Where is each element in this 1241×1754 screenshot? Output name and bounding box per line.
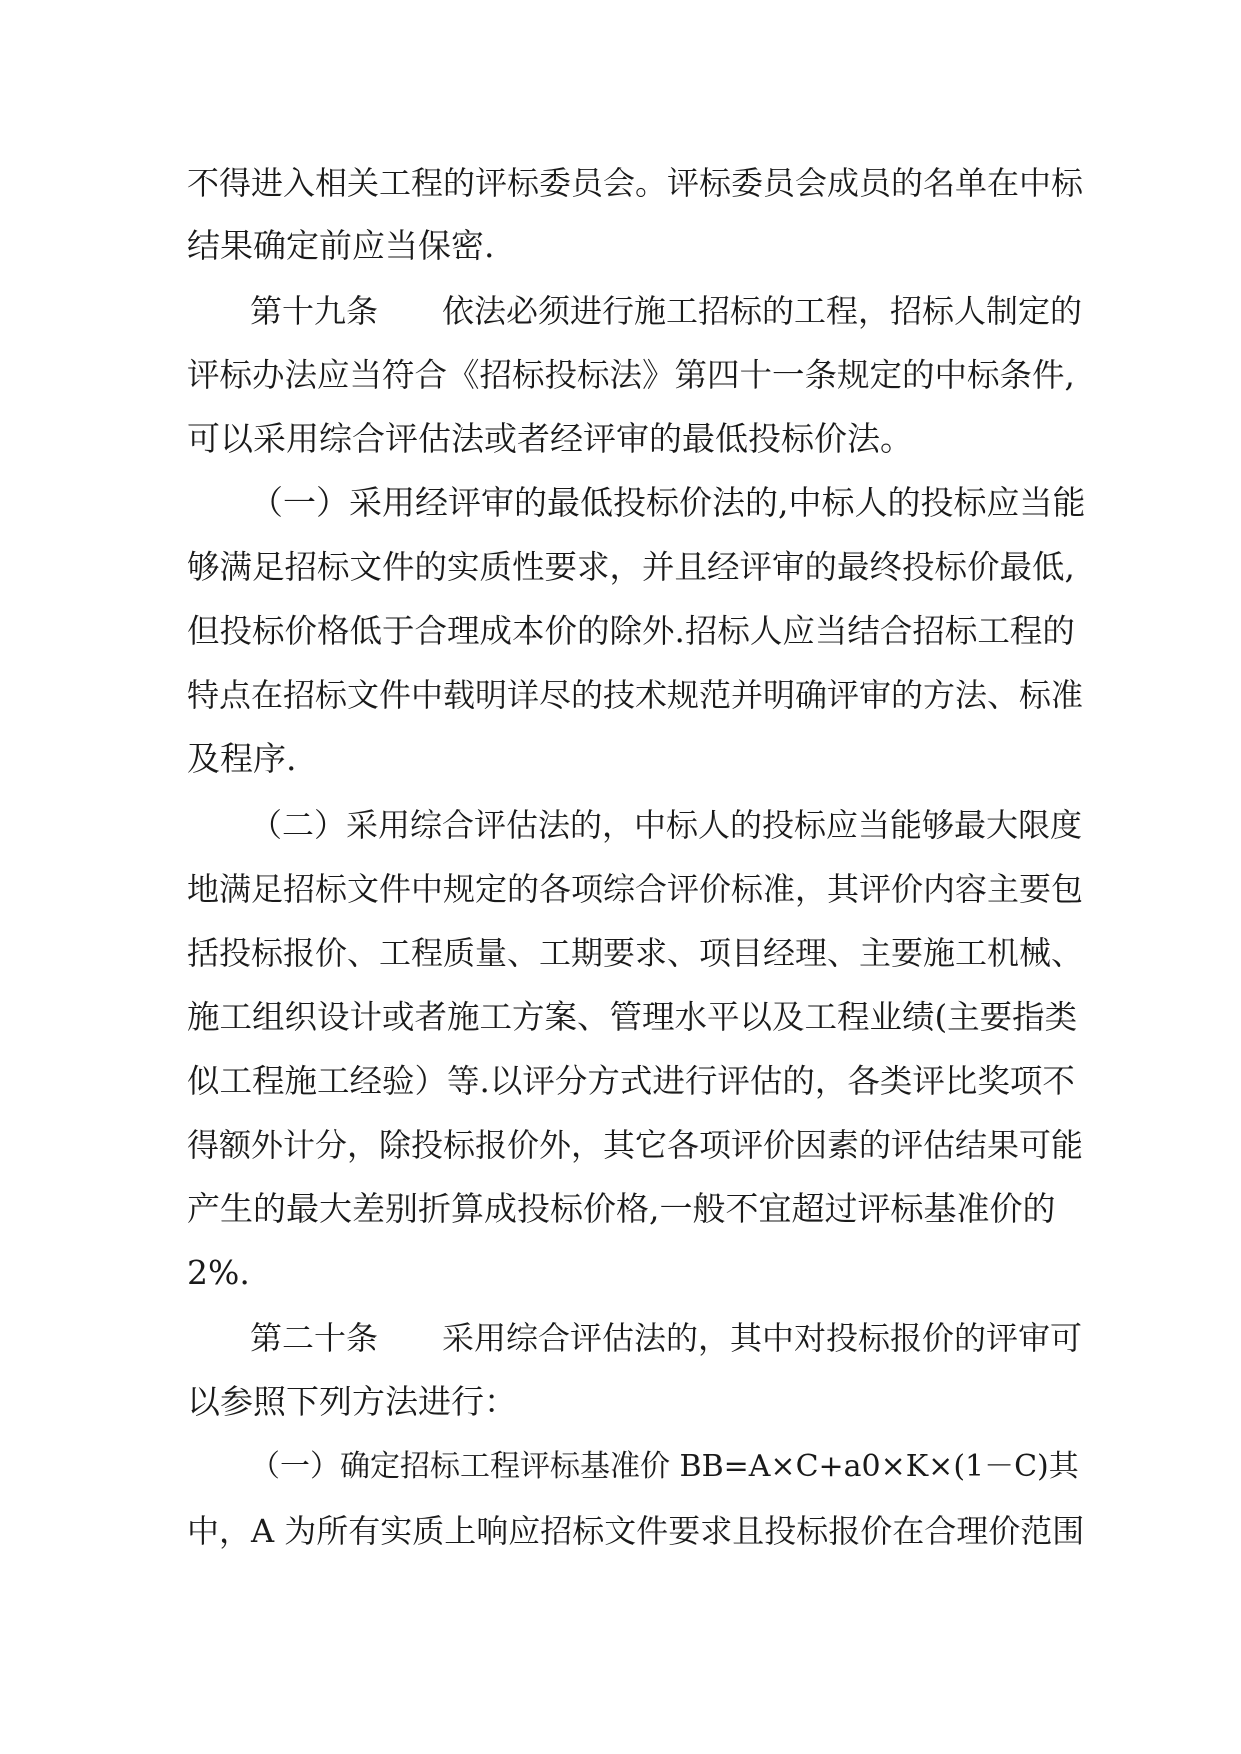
list-item-line: （二）采用综合评估法的，中标人的投标应当能够最大限度: [250, 806, 1083, 844]
paragraph-line: 以参照下列方法进行：: [187, 1382, 517, 1421]
article-heading-line: 第二十条 采用综合评估法的，其中对投标报价的评审可: [250, 1319, 1083, 1357]
list-item-line: （一）确定招标工程评标基准价 BB=A×C+a0×K×(1－C)其: [250, 1449, 1079, 1484]
paragraph-line: 不得进入相关工程的评标委员会。评标委员会成员的名单在中标: [187, 164, 1084, 202]
paragraph-line: 可以采用综合评估法或者经评审的最低投标价法。: [187, 419, 913, 458]
paragraph-line: 特点在招标文件中载明详尽的技术规范并明确评审的方法、标准: [187, 676, 1084, 714]
paragraph-line: 结果确定前应当保密.: [187, 226, 495, 265]
article-heading-line: 第十九条 依法必须进行施工招标的工程，招标人制定的: [250, 292, 1083, 330]
paragraph-line: 够满足招标文件的实质性要求，并且经评审的最终投标价最低,: [187, 548, 1075, 586]
paragraph-line: 但投标价格低于合理成本价的除外.招标人应当结合招标工程的: [187, 612, 1075, 650]
paragraph-line: 及程序.: [187, 739, 297, 778]
paragraph-line: 似工程施工经验）等.以评分方式进行评估的，各类评比奖项不: [187, 1062, 1075, 1100]
paragraph-line: 评标办法应当符合《招标投标法》第四十一条规定的中标条件,: [187, 356, 1075, 394]
paragraph-line: 括投标报价、工程质量、工期要求、项目经理、主要施工机械、: [187, 934, 1084, 972]
paragraph-line: 地满足招标文件中规定的各项综合评价标准，其评价内容主要包: [187, 870, 1084, 908]
paragraph-line: 产生的最大差别折算成投标价格,一般不宜超过评标基准价的: [187, 1189, 1056, 1228]
paragraph-line: 2%.: [187, 1253, 250, 1292]
paragraph-line: 中，A 为所有实质上响应招标文件要求且投标报价在合理价范围: [187, 1512, 1085, 1550]
paragraph-line: 施工组织设计或者施工方案、管理水平以及工程业绩(主要指类: [187, 998, 1078, 1036]
paragraph-line: 得额外计分，除投标报价外，其它各项评价因素的评估结果可能: [187, 1126, 1084, 1164]
list-item-line: （一）采用经评审的最低投标价法的,中标人的投标应当能: [250, 483, 1086, 522]
